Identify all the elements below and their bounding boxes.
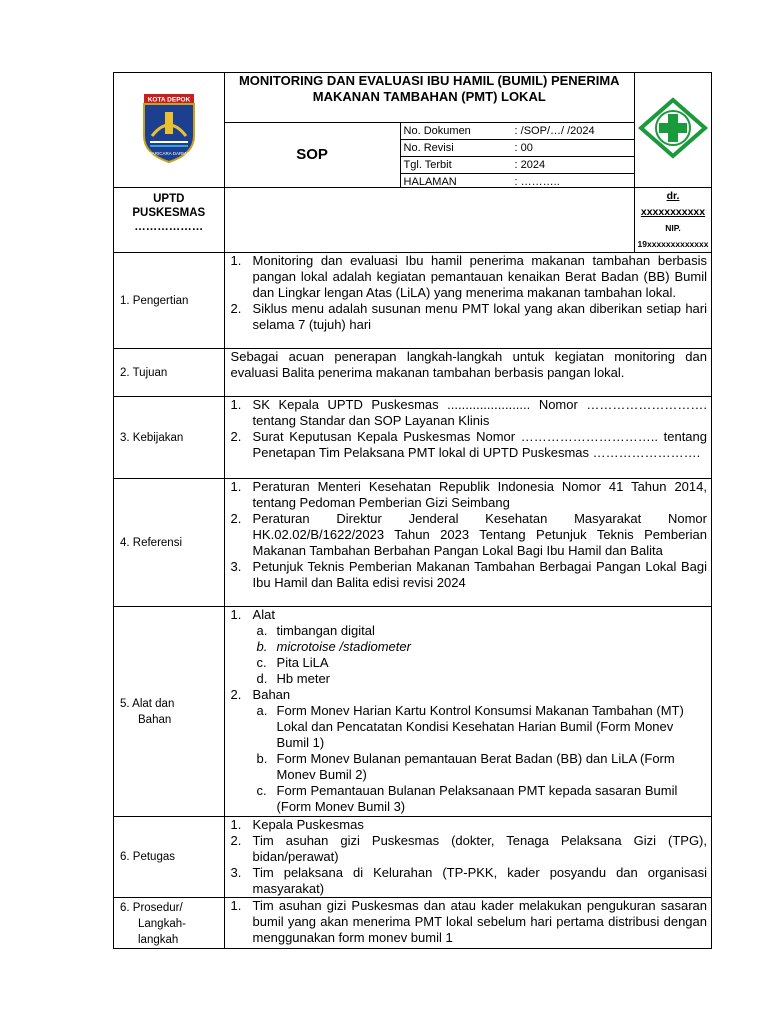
logo-text: KOTA DEPOK [147, 96, 191, 104]
section-body-prosedur [224, 898, 711, 949]
meta-value: : ……….. [512, 174, 634, 191]
sub-item: timbangan digital [276, 623, 375, 638]
list-item: Kepala Puskesmas [252, 817, 364, 832]
blank-cell [224, 188, 634, 253]
list-item: Surat Keputusan Kepala Puskesmas Nomor ………………………….. tentang Penetapan Tim Pelaksana PMT lokal di UPTD Puskesmas ……………………. [252, 429, 707, 460]
section-body-tujuan: Sebagai acuan penerapan langkah-langkah untuk kegiatan monitoring dan evaluasi Balita penerima makanan tambahan berbasis pangan lokal. [224, 349, 711, 397]
meta-label: HALAMAN [401, 174, 512, 191]
list-item: Petunjuk Teknis Pemberian Makanan Tambahan Berbagai Pangan Lokal Bagi Ibu Hamil dan Balita edisi revisi 2024 [252, 559, 707, 590]
section-label-alat-bahan [114, 607, 225, 817]
list-item: Peraturan Menteri Kesehatan Republik Indonesia Nomor 41 Tahun 2014, tentang Pedoman Pemberian Gizi Seimbang [252, 479, 707, 510]
list-item [225, 687, 707, 815]
signer-name: dr. xxxxxxxxxxx [640, 190, 706, 218]
list-item [225, 607, 707, 687]
label-line: 5. Alat dan [120, 697, 175, 710]
list-item: Peraturan Direktur Jenderal Kesehatan Masyarakat Nomor HK.02.02/B/1622/2023 Tahun 2023 Tentang Petunjuk Teknis Pemberian Makanan Tambahan Berbahan Pangan Lokal Bagi Ibu Hamil dan Balita [252, 511, 707, 558]
label-line: Langkah- [138, 918, 186, 930]
signature-cell [635, 188, 712, 253]
section-body-referensi [224, 479, 711, 607]
section-label-prosedur [114, 898, 225, 949]
alat-title: Alat [252, 607, 275, 622]
logo-motto: PARICARA DARMA [148, 151, 189, 156]
meta-label: Tgl. Terbit [401, 157, 512, 174]
unit-line: UPTD [153, 193, 185, 205]
meta-value: : /SOP/…/ /2024 [512, 123, 634, 140]
unit-line: ……………… [134, 221, 204, 233]
document-meta [401, 123, 634, 190]
label-line: Bahan [138, 713, 172, 726]
title-block [224, 73, 634, 188]
meta-label: No. Revisi [401, 140, 512, 157]
label-line: 6. Prosedur/ [120, 902, 183, 914]
puskesmas-logo-icon [637, 97, 709, 159]
sub-item: Form Pemantauan Bulanan Pelaksanaan PMT kepada sasaran Bumil (Form Monev Bumil 3) [276, 783, 678, 814]
bahan-title: Bahan [252, 687, 291, 702]
list-item: Monitoring dan evaluasi Ibu hamil penerima makanan tambahan berbasis pangan lokal adalah kegiatan pemantauan kenaikan Berat Badan (BB) Bumil dan Lingkar lengan Atas (LiLA) yang menerima makanan tambahan lokal. [252, 253, 707, 300]
section-body-alat-bahan [224, 607, 711, 817]
city-logo-cell [114, 73, 225, 188]
list-item: Tim asuhan gizi Puskesmas dan atau kader melakukan pengukuran sasaran bumil yang akan menerima PMT lokal sebelum hari pertama distribusi dengan menggunakan form monev bumil 1 [252, 898, 707, 945]
sub-item: Form Monev Bulanan pemantauan Berat Badan (BB) dan LiLA (Form Monev Bumil 2) [276, 751, 675, 782]
list-item: Tim pelaksana di Kelurahan (TP-PKK, kader posyandu dan organisasi masyarakat) [252, 865, 707, 896]
section-body-kebijakan [224, 397, 711, 479]
sub-item: microtoise /stadiometer [276, 639, 411, 654]
depok-emblem-icon [138, 92, 200, 164]
sub-item: Form Monev Harian Kartu Kontrol Konsumsi Makanan Tambahan (MT) Lokal dan Pencatatan Kondisi Kesehatan Harian Bumil (Form Monev Bumil 1) [276, 703, 684, 750]
section-label-pengertian: 1. Pengertian [114, 253, 225, 349]
list-item: Tim asuhan gizi Puskesmas (dokter, Tenaga Pelaksana Gizi (TPG), bidan/perawat) [252, 833, 707, 864]
sop-document [113, 72, 712, 949]
section-body-pengertian [224, 253, 711, 349]
meta-value: : 00 [512, 140, 634, 157]
sop-label: SOP [225, 123, 401, 187]
section-body-petugas [224, 817, 711, 898]
section-label-referensi: 4. Referensi [114, 479, 225, 607]
puskesmas-logo-cell [635, 73, 712, 188]
section-label-tujuan: 2. Tujuan [114, 349, 225, 397]
sub-item: Hb meter [276, 671, 331, 686]
section-label-kebijakan: 3. Kebijakan [114, 397, 225, 479]
document-title: MONITORING DAN EVALUASI IBU HAMIL (BUMIL) PENERIMA MAKANAN TAMBAHAN (PMT) LOKAL [225, 73, 634, 123]
signer-nip: NIP. 19xxxxxxxxxxxxx [637, 223, 709, 249]
sub-item: Pita LiLA [276, 655, 329, 670]
meta-value: : 2024 [512, 157, 634, 174]
unit-cell [114, 188, 225, 253]
list-item: SK Kepala UPTD Puskesmas ....................... Nomor ………………………. tentang Standar dan SOP Layanan Klinis [252, 397, 707, 428]
unit-line: PUSKESMAS [132, 207, 206, 219]
section-label-petugas: 6. Petugas [114, 817, 225, 898]
list-item: Siklus menu adalah susunan menu PMT lokal yang akan diberikan setiap hari selama 7 (tujuh) hari [252, 301, 707, 332]
meta-label: No. Dokumen [401, 123, 512, 140]
label-line: langkah [138, 934, 179, 946]
